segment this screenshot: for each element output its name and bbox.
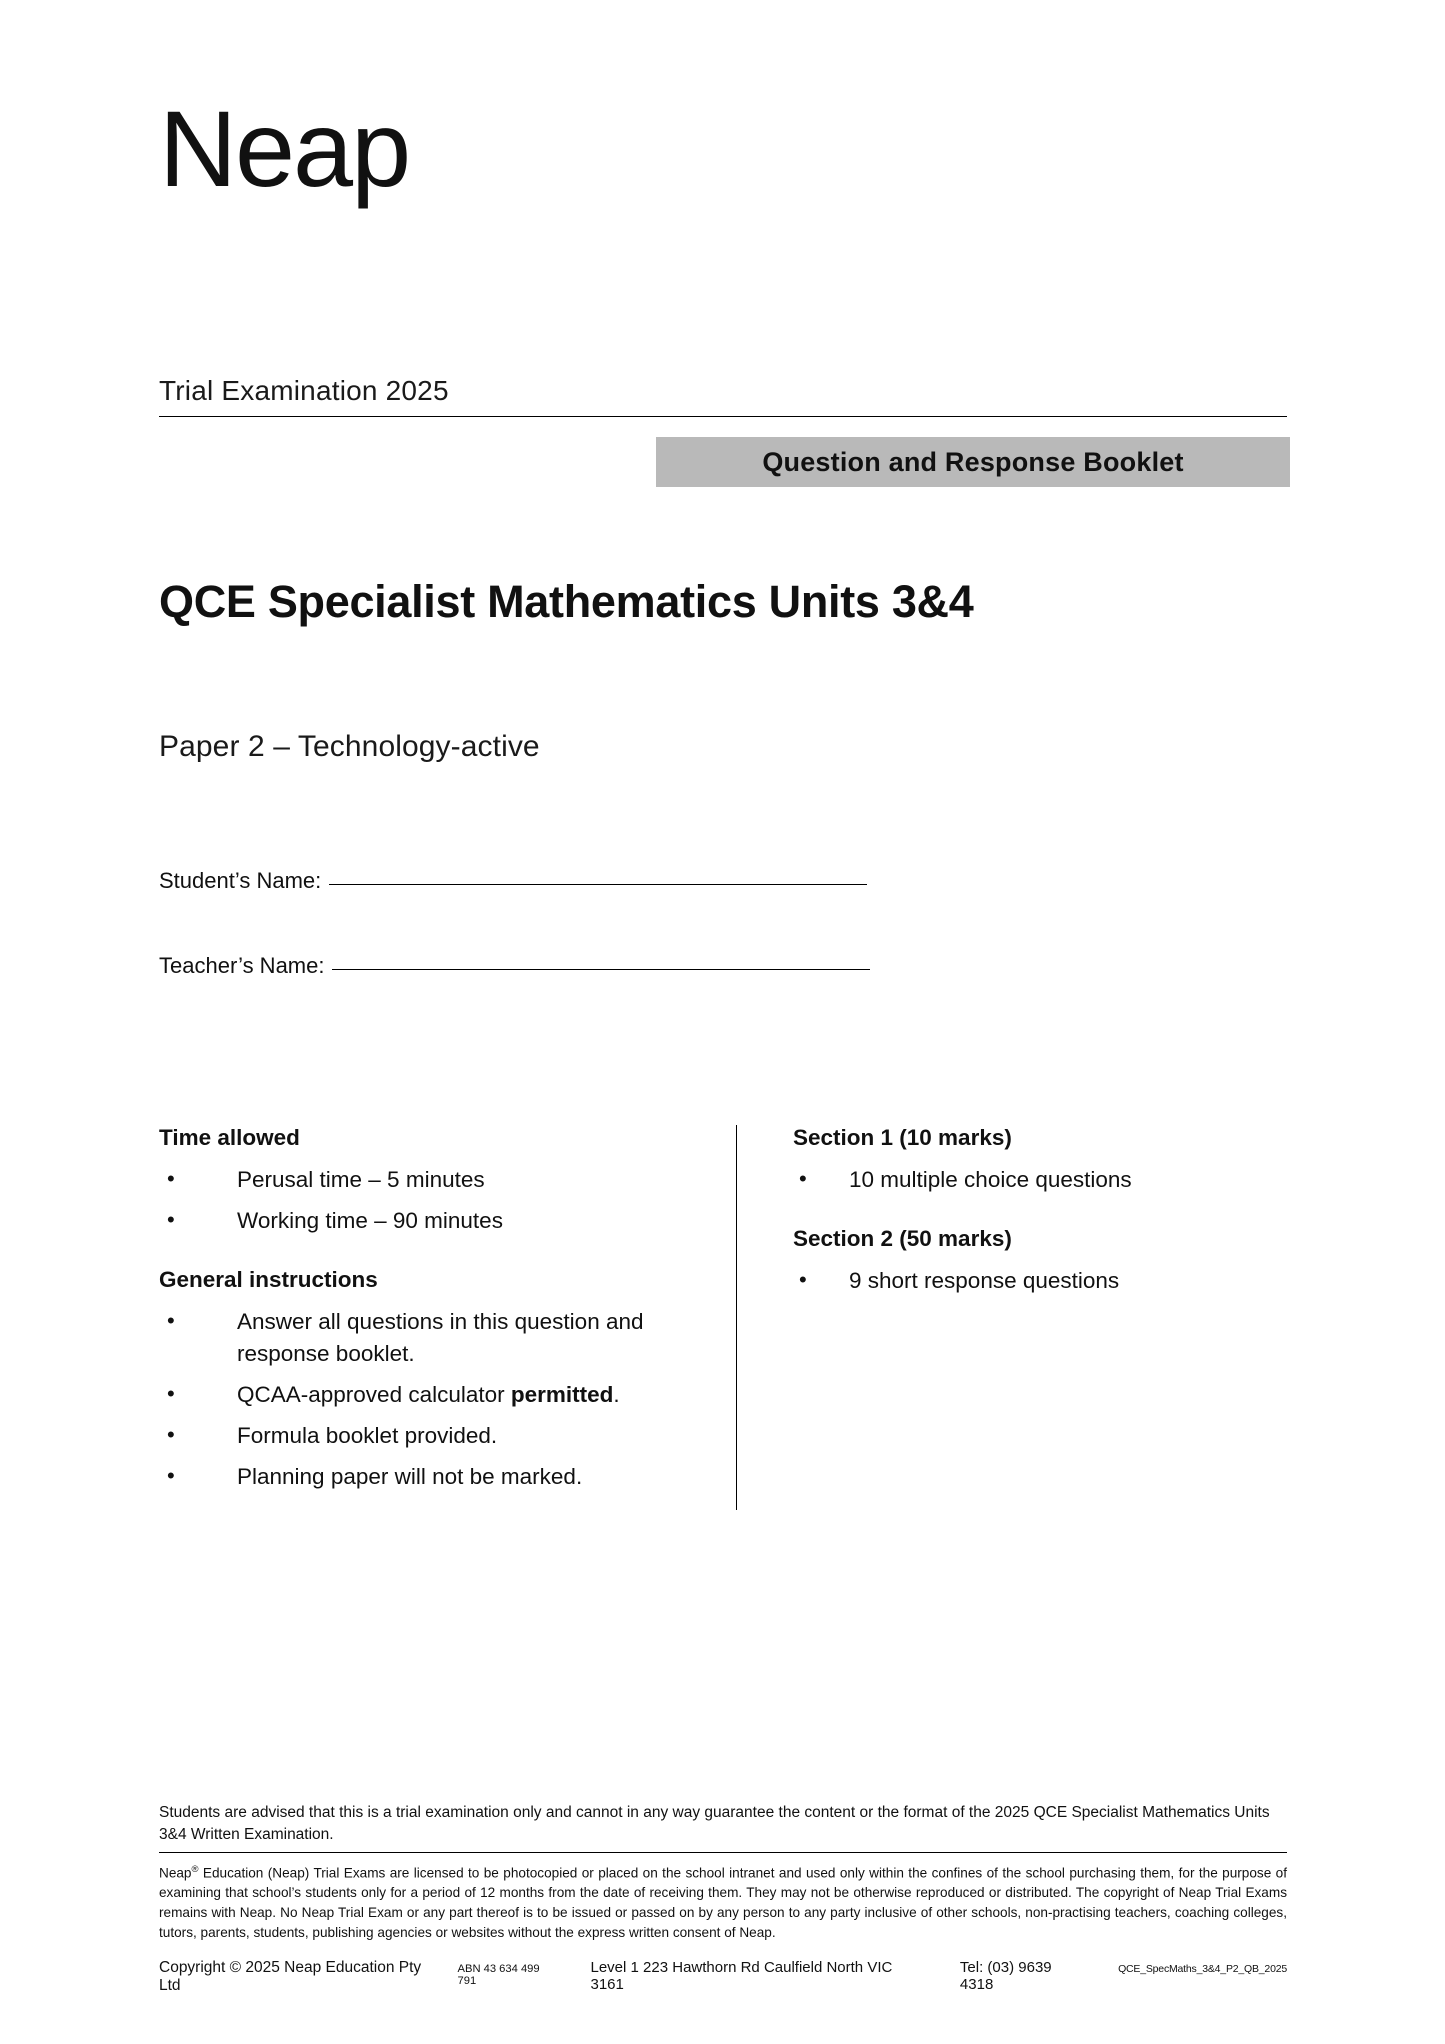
section-1-heading: Section 1 (10 marks) [793, 1125, 1012, 1150]
booklet-type-label: Question and Response Booklet [762, 446, 1184, 477]
telephone-text: Tel: (03) 9639 4318 [959, 1959, 1052, 1994]
heading-divider [159, 416, 1287, 417]
booklet-type-banner [656, 437, 1290, 487]
list-item: • Answer all questions in this question and response booklet. [159, 1306, 714, 1370]
legal-body: Education (Neap) Trial Exams are licensed to be photocopied or placed on the school intranet and used only within the confines of the school purchasing them, for the purpose of examining that school’s students only for a period of 12 months from the date of receiving them. They may not be otherwise reproduced or distributed. The copyright of Neap Trial Exams remains with Neap. No Neap Trial Exam or any part thereof is to be issued or passed on by any person to any party inclusive of other schools, non-practising teachers, coaching colleges, tutors, parents, students, publishing agencies or websites without the express written consent of Neap. [159, 1865, 1288, 1940]
address-text: Level 1 223 Hawthorn Rd Caulfield North VIC 3161 [590, 1959, 893, 1994]
legal-prefix: Neap [159, 1865, 192, 1881]
page-title: QCE Specialist Mathematics Units 3&4 [159, 576, 974, 627]
student-name-label: Student’s Name: [159, 868, 322, 893]
legal-notice [159, 1863, 1287, 1942]
list-item: • 9 short response questions [793, 1265, 1287, 1297]
footer-divider [159, 1852, 1287, 1853]
sections-column [737, 1125, 1287, 1510]
list-item: • Formula booklet provided. [159, 1420, 714, 1452]
neap-logo: Neap [159, 88, 410, 209]
list-item: • QCAA-approved calculator permitted. [159, 1379, 714, 1411]
teacher-name-field[interactable] [159, 953, 870, 979]
list-item: • Planning paper will not be marked. [159, 1461, 714, 1493]
instructions-column [159, 1125, 737, 1510]
page-subtitle: Paper 2 – Technology-active [159, 730, 540, 763]
general-instructions-list [159, 1306, 714, 1493]
student-name-field[interactable] [159, 868, 867, 894]
list-item: • Perusal time – 5 minutes [159, 1164, 714, 1196]
list-item: • 10 multiple choice questions [793, 1164, 1287, 1196]
teacher-name-input-line[interactable] [332, 968, 870, 970]
advisory-note: Students are advised that this is a trial examination only and cannot in any way guarantee the content or the format of the 2025 QCE Specialist Mathematics Units 3&4 Written Examination. [159, 1804, 1270, 1843]
list-item: • Working time – 90 minutes [159, 1205, 714, 1237]
student-name-input-line[interactable] [329, 883, 867, 885]
trial-exam-title: Trial Examination 2025 [159, 375, 449, 406]
section-1-list [793, 1164, 1287, 1196]
time-allowed-list [159, 1164, 714, 1237]
teacher-name-label: Teacher’s Name: [159, 953, 325, 978]
time-allowed-heading: Time allowed [159, 1125, 300, 1150]
page-footer [159, 1802, 1287, 1995]
section-2-list [793, 1265, 1287, 1297]
copyright-text: Copyright © 2025 Neap Education Pty Ltd [159, 1959, 422, 1995]
general-instructions-heading: General instructions [159, 1266, 378, 1292]
trial-exam-heading [159, 375, 1287, 417]
document-code: QCE_SpecMaths_3&4_P2_QB_2025 [1118, 1963, 1287, 1976]
registered-mark: ® [191, 1864, 199, 1875]
exam-info-columns [159, 1125, 1287, 1510]
section-2-heading: Section 2 (50 marks) [793, 1225, 1012, 1251]
copyright-row [159, 1959, 1287, 1995]
abn-text: ABN 43 634 499 791 [457, 1963, 540, 1988]
